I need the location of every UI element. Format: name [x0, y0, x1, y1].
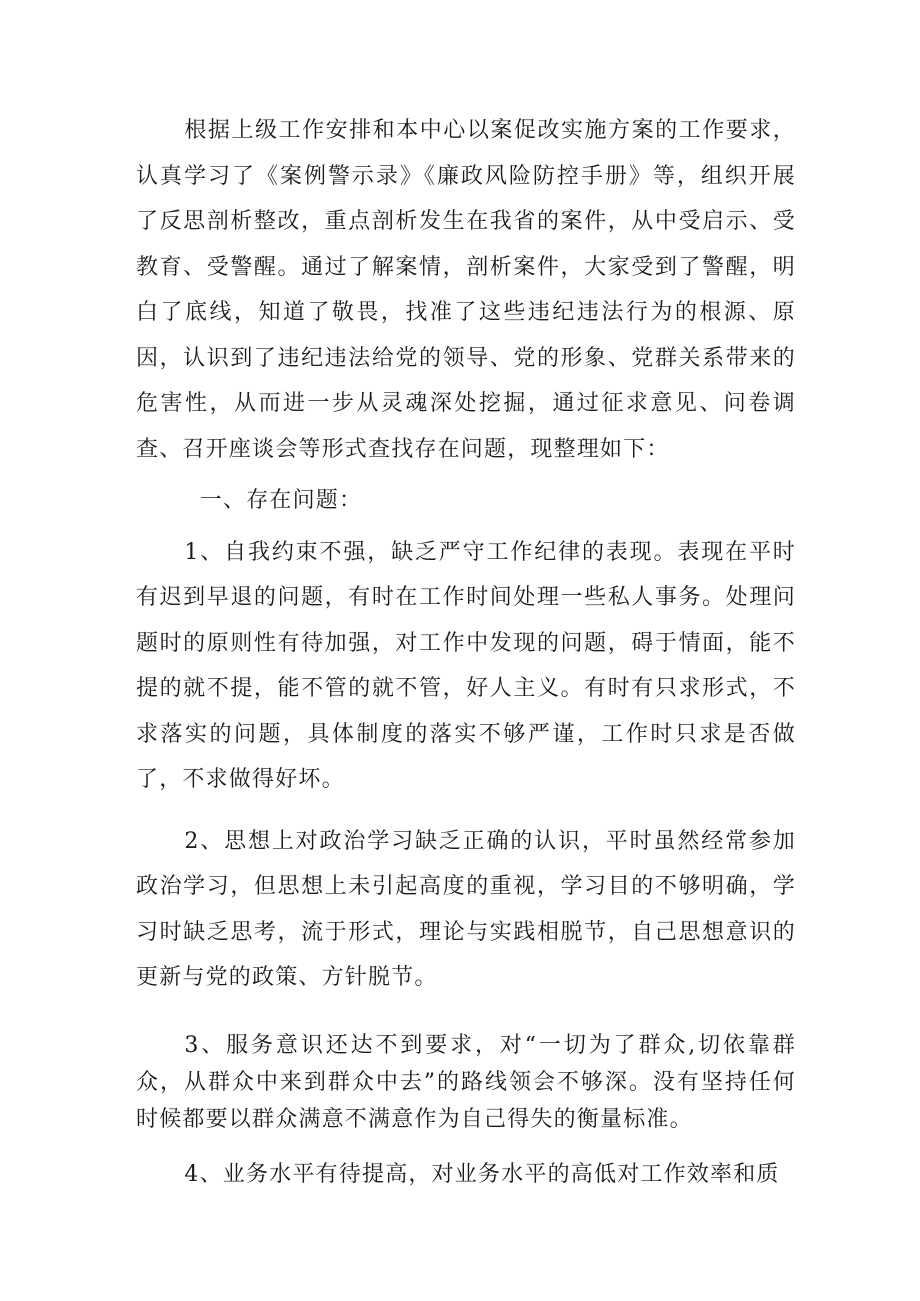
problem-item-3: 3、服务意识还达不到要求，对“一切为了群众,切依靠群众，从群众中来到群众中去”的路线领会不够深。没有坚持任何时候都要以群众满意不满意作为自己得失的衡量标准。 [136, 1032, 796, 1132]
intro-paragraph: 根据上级工作安排和本中心以案促改实施方案的工作要求，认真学习了《案例警示录》《廉政风险防控手册》等，组织开展了反思剖析整改，重点剖析发生在我省的案件，从中受启示、受教育、受警醒。通过了解案情，剖析案件，大家受到了警醒，明白了底线，知道了敬畏，找准了这些违纪违法行为的根源、原因，认识到了违纪违法给党的领导、党的形象、党群关系带来的危害性，从而进一步从灵魂深处挖掘，通过征求意见、问卷调查、召开座谈会等形式查找存在问题，现整理如下： [136, 118, 796, 462]
problem-item-1: 1、自我约束不强，缺乏严守工作纪律的表现。表现在平时有迟到早退的问题，有时在工作时间处理一些私人事务。处理问题时的原则性有待加强，对工作中发现的问题，碍于情面，能不提的就不提，能不管的就不管，好人主义。有时有只求形式，不求落实的问题，具体制度的落实不够严谨，工作时只求是否做了，不求做得好坏。 [136, 539, 796, 792]
document-page [136, 108, 796, 1197]
section-heading: 一、存在问题： [199, 488, 363, 513]
problem-item-2: 2、思想上对政治学习缺乏正确的认识，平时虽然经常参加政治学习，但思想上未引起高度的重视，学习目的不够明确，学习时缺乏思考，流于形式，理论与实践相脱节，自己思想意识的更新与党的政策、方针脱节。 [136, 828, 796, 990]
problem-item-4: 4、业务水平有待提高，对业务水平的高低对工作效率和质 [184, 1161, 780, 1187]
